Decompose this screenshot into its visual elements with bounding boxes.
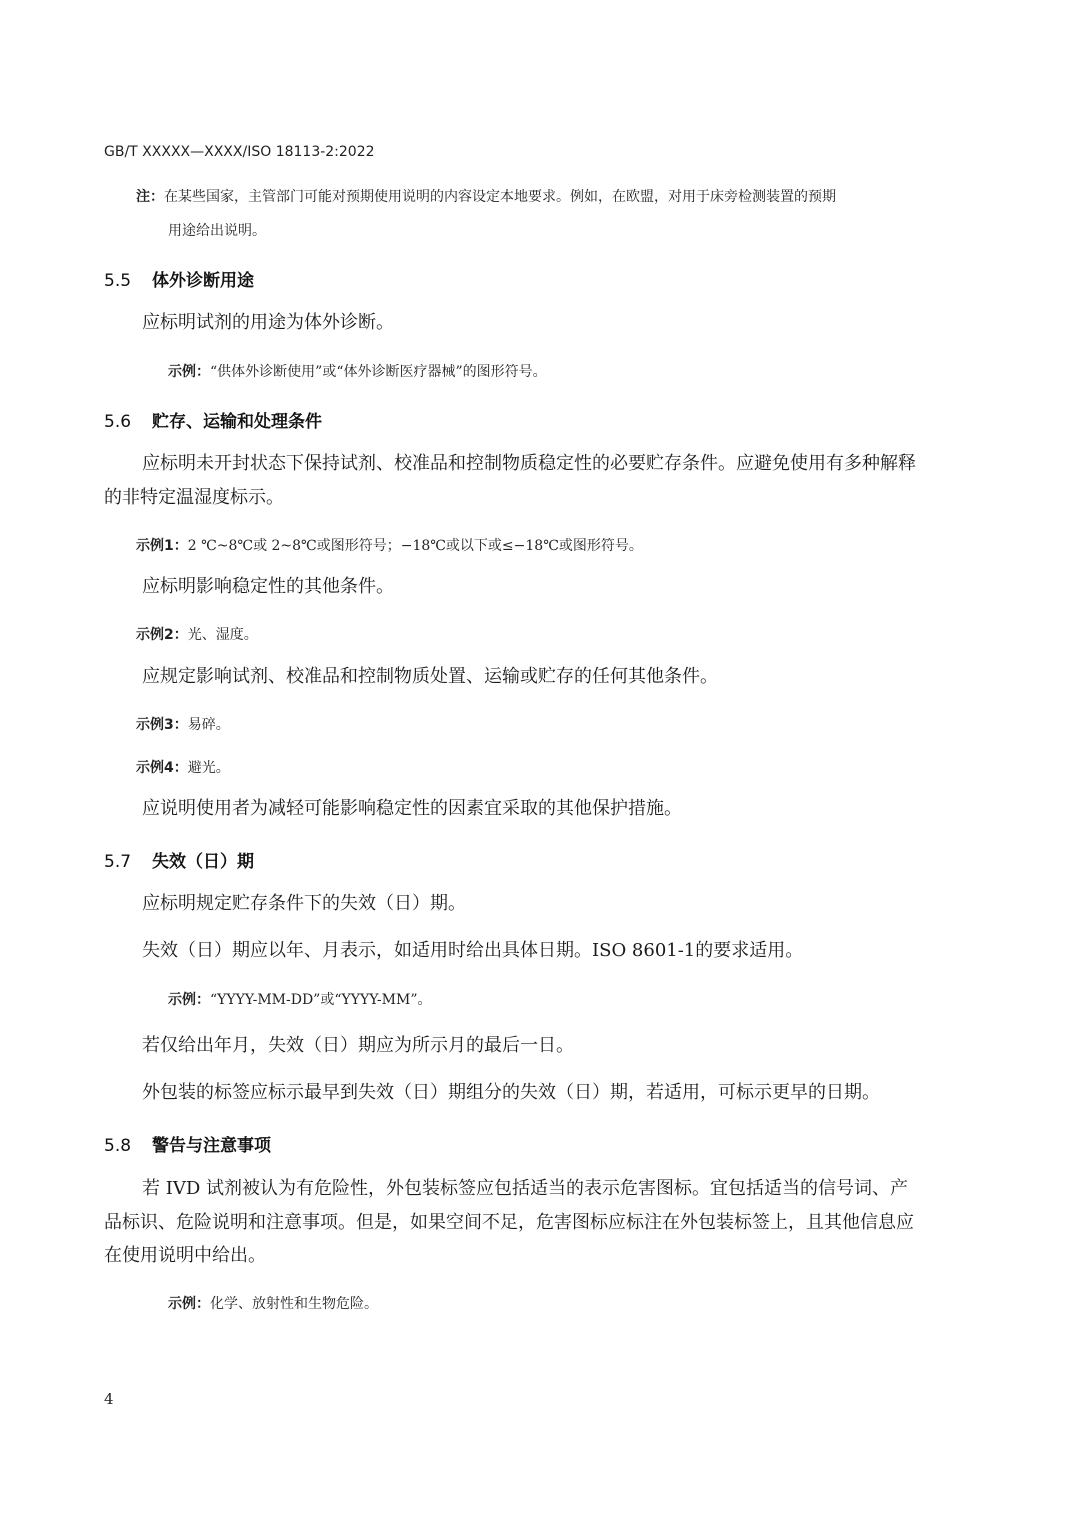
example xyxy=(168,361,547,381)
example-label: 示例： xyxy=(168,992,210,1008)
paragraph: 应规定影响试剂、校准品和控制物质处置、运输或贮存的任何其他条件。 xyxy=(142,666,718,687)
paragraph-line: 的非特定温湿度标示。 xyxy=(104,487,284,508)
section-number: 5.5 xyxy=(104,271,132,291)
paragraph: 外包装的标签应标示最早到失效（日）期组分的失效（日）期，若适用，可标示更早的日期。 xyxy=(142,1082,880,1103)
section-number: 5.8 xyxy=(104,1136,132,1156)
section-title: 贮存、运输和处理条件 xyxy=(152,412,322,432)
section-title: 失效（日）期 xyxy=(152,852,254,872)
example xyxy=(136,535,643,555)
standard-header: GB/T XXXXX—XXXX/ISO 18113-2:2022 xyxy=(104,144,375,160)
example-text: 避光。 xyxy=(187,760,230,776)
example-text: “YYYY-MM-DD”或“YYYY-MM”。 xyxy=(210,992,432,1008)
note-line-2: 用途给出说明。 xyxy=(168,223,266,239)
paragraph-line: 品标识、危险说明和注意事项。但是，如果空间不足，危害图标应标注在外包装标签上，且其他信息应 xyxy=(104,1212,914,1233)
example xyxy=(136,714,230,734)
note-line-1 xyxy=(136,186,836,206)
example-text: 光、湿度。 xyxy=(187,627,258,643)
example xyxy=(168,989,431,1009)
section-heading-5-8 xyxy=(104,1131,271,1156)
example xyxy=(168,1293,378,1313)
example-label: 示例1： xyxy=(136,538,188,554)
section-heading-5-5 xyxy=(104,266,254,291)
example-text: 2 ℃~8℃或 2~8℃或图形符号；−18℃或以下或≤−18℃或图形符号。 xyxy=(187,538,643,554)
example-text: 化学、放射性和生物危险。 xyxy=(210,1296,378,1312)
paragraph-line: 若 IVD 试剂被认为有危险性，外包装标签应包括适当的表示危害图标。宜包括适当的信号词、产 xyxy=(142,1178,908,1199)
paragraph: 失效（日）期应以年、月表示，如适用时给出具体日期。ISO 8601-1的要求适用。 xyxy=(142,940,804,961)
paragraph-line: 在使用说明中给出。 xyxy=(104,1245,266,1266)
example-label: 示例： xyxy=(168,364,210,380)
section-number: 5.7 xyxy=(104,852,132,872)
paragraph: 应标明影响稳定性的其他条件。 xyxy=(142,576,394,597)
paragraph: 应标明试剂的用途为体外诊断。 xyxy=(142,312,394,333)
example-text: 易碎。 xyxy=(187,717,230,733)
paragraph-line: 应标明未开封状态下保持试剂、校准品和控制物质稳定性的必要贮存条件。应避免使用有多种解释 xyxy=(142,453,916,474)
example-label: 示例： xyxy=(168,1296,210,1312)
section-title: 警告与注意事项 xyxy=(152,1136,271,1156)
paragraph: 若仅给出年月，失效（日）期应为所示月的最后一日。 xyxy=(142,1035,574,1056)
example-label: 示例4： xyxy=(136,760,188,776)
section-number: 5.6 xyxy=(104,412,132,432)
section-title: 体外诊断用途 xyxy=(152,271,254,291)
example-label: 示例3： xyxy=(136,717,188,733)
paragraph: 应说明使用者为减轻可能影响稳定性的因素宜采取的其他保护措施。 xyxy=(142,798,682,819)
note-label: 注： xyxy=(136,189,164,205)
page-number: 4 xyxy=(104,1390,114,1408)
section-heading-5-7 xyxy=(104,847,254,872)
section-heading-5-6 xyxy=(104,407,322,432)
example xyxy=(136,624,258,644)
example-label: 示例2： xyxy=(136,627,188,643)
example xyxy=(136,757,230,777)
paragraph: 应标明规定贮存条件下的失效（日）期。 xyxy=(142,893,466,914)
note-text-1: 在某些国家，主管部门可能对预期使用说明的内容设定本地要求。例如，在欧盟，对用于床旁检测装置的预期 xyxy=(164,189,836,205)
example-text: “供体外诊断使用”或“体外诊断医疗器械”的图形符号。 xyxy=(210,364,547,380)
